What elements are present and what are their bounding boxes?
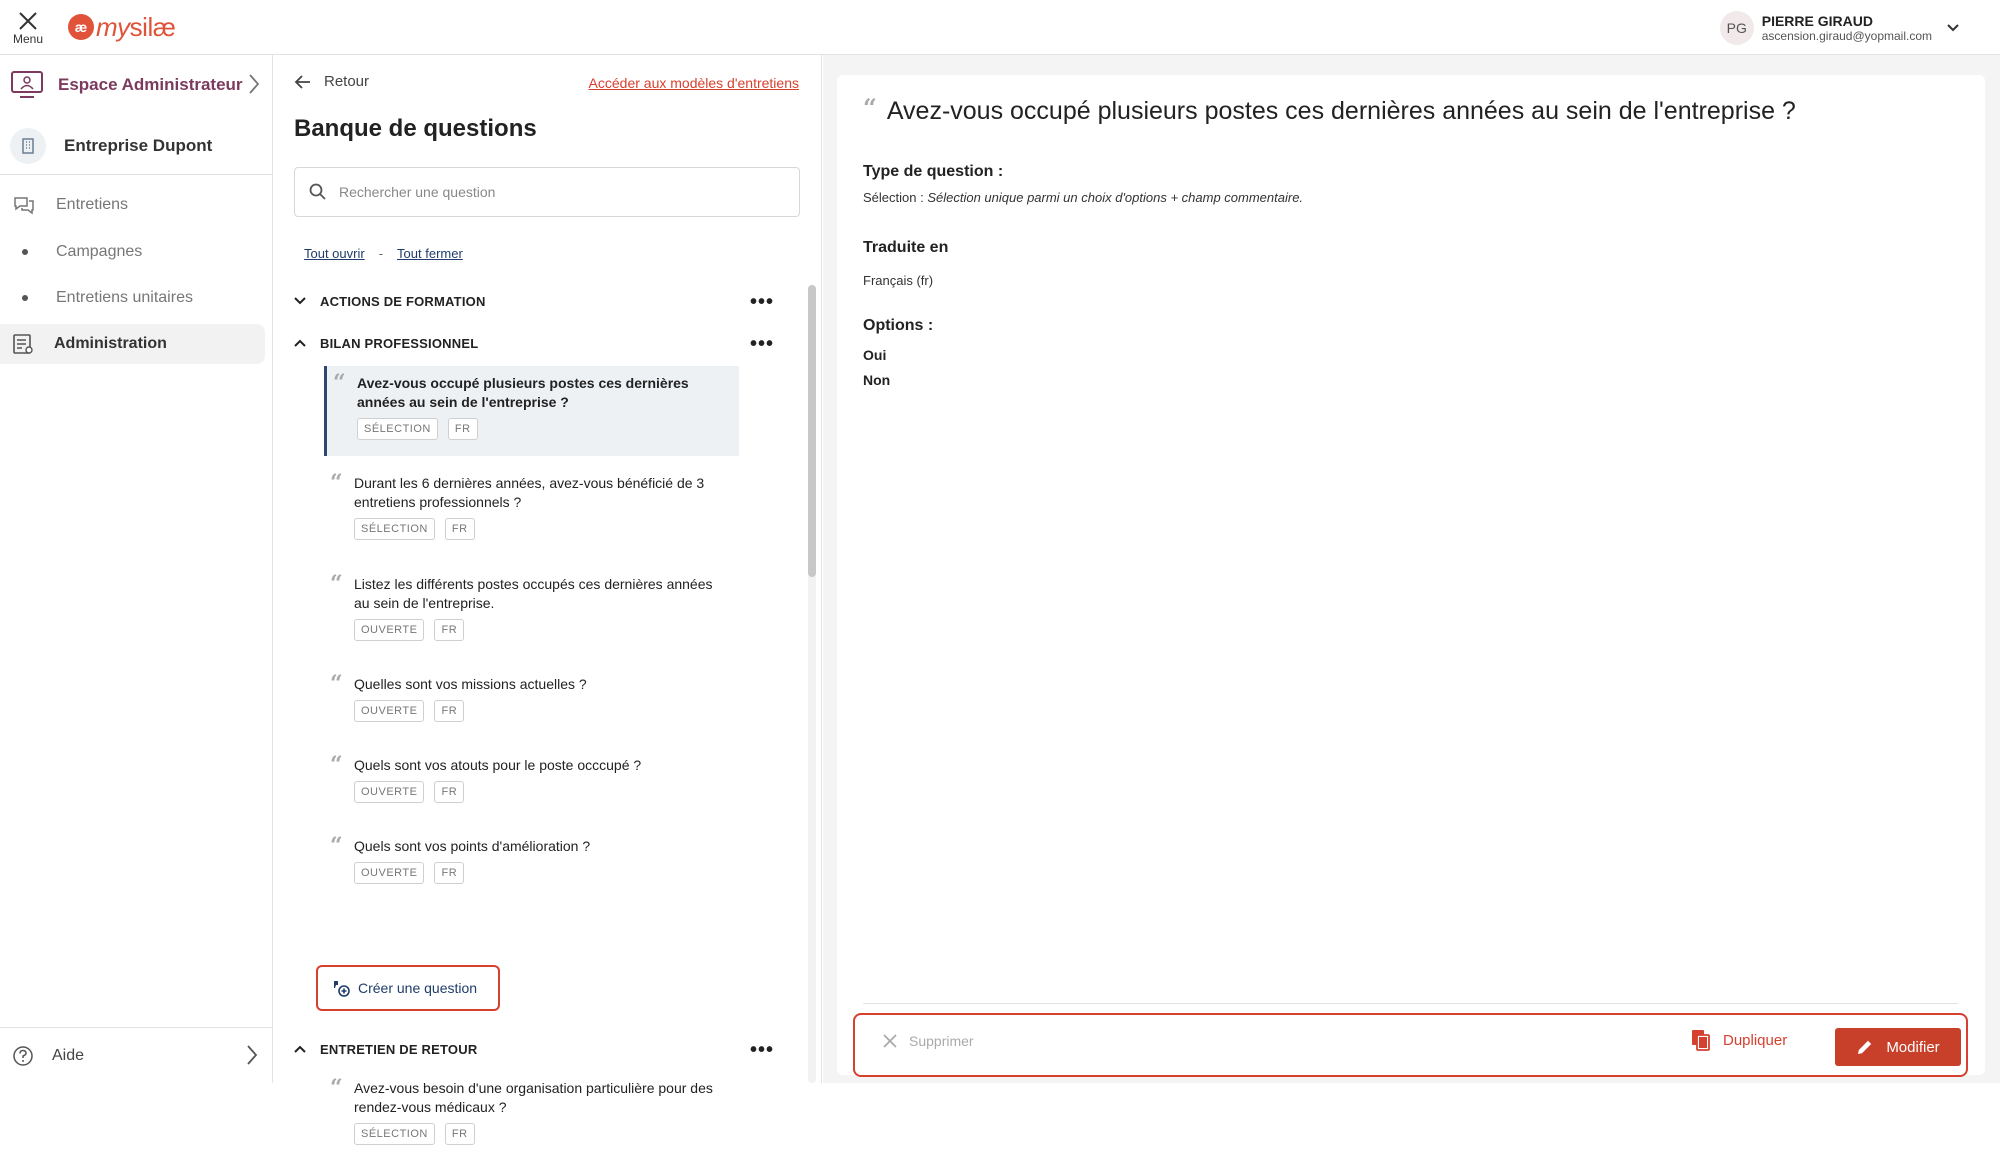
language-badge: FR: [434, 700, 464, 722]
question-item[interactable]: [324, 567, 739, 649]
question-text: Quels sont vos points d'amélioration ?: [354, 838, 591, 854]
add-quote-icon: [332, 979, 350, 997]
delete-label: Supprimer: [909, 1033, 974, 1049]
quote-icon: “: [330, 833, 343, 859]
chevron-down-icon: [294, 297, 306, 305]
question-item[interactable]: [324, 829, 739, 892]
chevron-up-icon: [294, 1045, 306, 1053]
arrow-left-icon: [294, 74, 312, 90]
question-list: [294, 285, 794, 1140]
detail-title-text: Avez-vous occupé plusieurs postes ces dernières années au sein de l'entreprise ?: [886, 97, 1796, 125]
search-icon: [309, 183, 327, 201]
logo-mark: æ: [68, 14, 94, 40]
language-badge: FR: [434, 619, 464, 641]
avatar: PG: [1720, 11, 1754, 45]
options-label: Options :: [863, 317, 934, 334]
sidebar-item-entretiens-unitaires[interactable]: [0, 278, 265, 318]
question-item[interactable]: [324, 748, 739, 811]
toggle-separator: -: [378, 246, 384, 261]
bullet-icon: [22, 249, 28, 255]
detail-title: [863, 93, 1796, 126]
scrollbar-thumb[interactable]: [808, 285, 816, 577]
help-button[interactable]: [0, 1027, 272, 1083]
building-icon: [10, 128, 46, 164]
language-badge: FR: [434, 781, 464, 803]
question-bank-panel: [274, 55, 822, 1140]
quote-icon: “: [863, 93, 877, 122]
delete-button[interactable]: [883, 1033, 974, 1049]
category-bilan-professionnel[interactable]: [294, 327, 774, 359]
question-item[interactable]: [324, 466, 739, 548]
chat-icon: [12, 194, 36, 216]
copy-icon: [1691, 1029, 1711, 1051]
sidebar-item-administration[interactable]: [0, 324, 265, 364]
question-text: Avez-vous occupé plusieurs postes ces dernières années au sein de l'entreprise ?: [357, 375, 689, 410]
action-bar: [853, 1013, 1968, 1077]
question-type-badge: OUVERTE: [354, 700, 424, 722]
quote-icon: “: [330, 752, 343, 778]
help-label: Aide: [52, 1046, 85, 1064]
user-email: ascension.giraud@yopmail.com: [1761, 29, 1932, 43]
expand-controls: [304, 246, 463, 261]
modify-label: Modifier: [1886, 1038, 1940, 1056]
menu-label: Menu: [12, 32, 44, 46]
scrollbar[interactable]: [808, 285, 816, 1083]
menu-button[interactable]: [8, 8, 48, 48]
create-question-label: Créer une question: [358, 980, 478, 996]
quote-icon: “: [330, 671, 343, 697]
more-options-button[interactable]: •••: [749, 291, 774, 313]
divider: [863, 1003, 1958, 1004]
company-label: Entreprise Dupont: [64, 135, 213, 155]
question-text: Avez-vous besoin d'une organisation particulière pour des rendez-vous médicaux ?: [354, 1080, 713, 1115]
admin-space-label: Espace Administrateur: [58, 75, 243, 94]
user-info: [1762, 13, 1932, 43]
sidebar-item-entretiens[interactable]: [0, 185, 265, 225]
question-type-badge: SÉLECTION: [357, 418, 438, 440]
language-badge: FR: [434, 862, 464, 884]
question-type-description: Sélection unique parmi un choix d'options + champ commentaire.: [927, 190, 1304, 205]
question-text: Quels sont vos atouts pour le poste occcupé ?: [354, 757, 642, 773]
pencil-icon: [1856, 1038, 1874, 1056]
question-type-value: [863, 190, 1303, 205]
question-item-selected[interactable]: [324, 366, 739, 456]
sidebar-item-label: Campagnes: [56, 243, 143, 260]
top-bar: [0, 0, 2000, 55]
language-badge: FR: [448, 418, 478, 440]
user-menu[interactable]: [1720, 10, 1960, 46]
sidebar-item-campagnes[interactable]: [0, 232, 265, 272]
chevron-up-icon: [294, 339, 306, 347]
modify-button[interactable]: [1835, 1028, 1961, 1066]
close-all-link[interactable]: Tout fermer: [397, 246, 463, 261]
close-icon: [17, 10, 39, 32]
chevron-down-icon: [1946, 23, 1960, 33]
quote-icon: “: [330, 470, 343, 496]
question-type-badge: OUVERTE: [354, 781, 424, 803]
duplicate-button[interactable]: [1691, 1029, 1787, 1051]
category-actions-de-formation[interactable]: [294, 285, 774, 317]
more-options-button[interactable]: •••: [749, 1039, 774, 1061]
question-type-badge: OUVERTE: [354, 862, 424, 884]
quote-icon: “: [333, 370, 346, 396]
back-label: Retour: [324, 73, 370, 90]
question-detail-card: [837, 75, 1985, 1075]
category-name: ACTIONS DE FORMATION: [320, 293, 486, 309]
language-badge: FR: [445, 1123, 475, 1145]
more-options-button[interactable]: •••: [749, 333, 774, 355]
question-type-prefix: Sélection :: [863, 190, 924, 205]
question-text: Durant les 6 dernières années, avez-vous bénéficié de 3 entretiens professionnels ?: [354, 475, 705, 510]
search-input[interactable]: [339, 184, 779, 200]
bullet-icon: [22, 295, 28, 301]
admin-list-icon: [12, 333, 34, 355]
chevron-right-icon: [246, 1044, 258, 1066]
category-entretien-de-retour[interactable]: [294, 1033, 774, 1065]
translated-value: Français (fr): [863, 273, 934, 288]
help-icon: [12, 1045, 34, 1067]
quote-icon: “: [330, 571, 343, 597]
question-type-badge: SÉLECTION: [354, 1123, 435, 1145]
interview-models-link[interactable]: Accéder aux modèles d'entretiens: [588, 75, 799, 91]
question-text: Quelles sont vos missions actuelles ?: [354, 676, 587, 692]
question-type-badge: SÉLECTION: [354, 518, 435, 540]
close-icon: [883, 1034, 897, 1048]
question-detail-panel: [823, 55, 2000, 1083]
question-item[interactable]: [324, 1071, 739, 1153]
sidebar: [0, 55, 273, 1083]
sidebar-item-label: Entretiens: [56, 196, 129, 213]
create-question-button[interactable]: [316, 965, 500, 1011]
category-name: ENTRETIEN DE RETOUR: [320, 1041, 478, 1057]
translated-label: Traduite en: [863, 239, 949, 256]
logo[interactable]: [68, 10, 175, 44]
question-text: Listez les différents postes occupés ces dernières années au sein de l'entreprise.: [354, 576, 713, 611]
option-item: Non: [863, 372, 891, 388]
category-name: BILAN PROFESSIONNEL: [320, 335, 479, 351]
chevron-right-icon: [248, 73, 260, 95]
sidebar-item-label: Administration: [54, 335, 167, 352]
open-all-link[interactable]: Tout ouvrir: [304, 246, 365, 261]
page-title: Banque de questions: [294, 115, 537, 142]
option-item: Oui: [863, 347, 887, 363]
question-type-label: Type de question :: [863, 163, 1004, 180]
quote-icon: “: [330, 1075, 343, 1101]
sidebar-item-label: Entretiens unitaires: [56, 289, 193, 306]
monitor-user-icon: [10, 70, 44, 100]
language-badge: FR: [445, 518, 475, 540]
search-box: [294, 167, 800, 217]
question-item[interactable]: [324, 667, 739, 730]
admin-space-selector[interactable]: [0, 55, 272, 115]
logo-text: mysilæ: [96, 11, 176, 42]
user-name: PIERRE GIRAUD: [1761, 13, 1873, 29]
back-button[interactable]: [294, 73, 369, 90]
question-type-badge: OUVERTE: [354, 619, 424, 641]
duplicate-label: Dupliquer: [1723, 1031, 1788, 1049]
company-selector[interactable]: [0, 117, 272, 175]
